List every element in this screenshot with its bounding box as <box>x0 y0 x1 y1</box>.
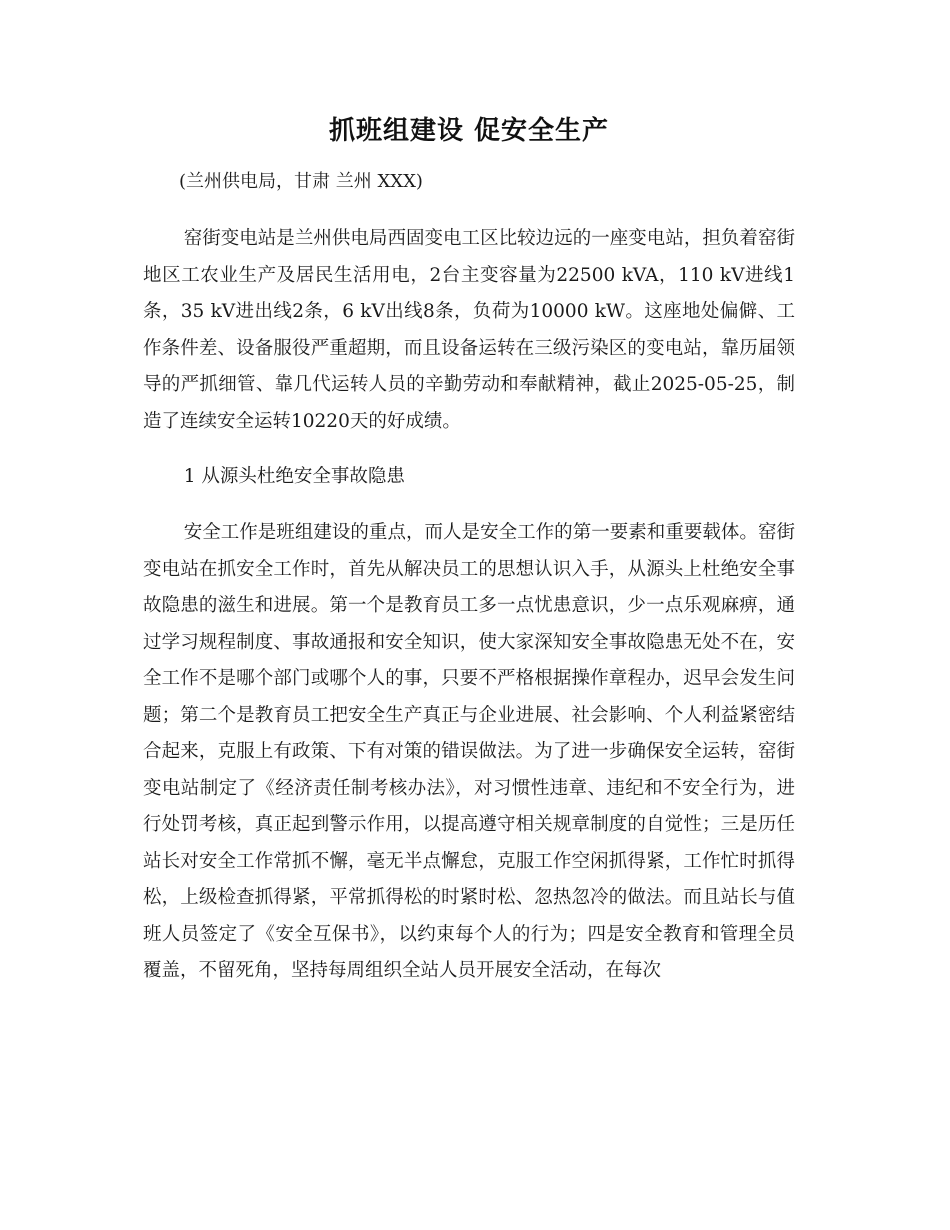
section-heading-1: 1 从源头杜绝安全事故隐患 <box>183 466 405 487</box>
document-title: 抓班组建设 促安全生产 <box>328 116 610 146</box>
body-paragraph-1: 窑街变电站是兰州供电局西固变电工区比较边远的一座变电站，担负着窑街地区工农业生产及居民生活用电，2台主变容量为22500 kVA，110 kV进线1条，35 kV进出线2条，6 kV出线8条，负荷为10000 kW。这座地处偏僻、工作条件差、设备服役严重超期，而且设备运转在三级污染区的变电站，靠历届领导的严抓细管、靠几代运转人员的辛勤劳动和奉献精神，截止2025-05-25，制造了连续安全运转10220天的好成绩。 <box>143 228 795 432</box>
document-page <box>143 108 795 990</box>
author-affiliation: (兰州供电局，甘肃 兰州 XXX) <box>179 171 423 192</box>
body-paragraph-2: 安全工作是班组建设的重点，而人是安全工作的第一要素和重要载体。窑街变电站在抓安全工作时，首先从解决员工的思想认识入手，从源头上杜绝安全事故隐患的滋生和进展。第一个是教育员工多一点忧患意识，少一点乐观麻痹，通过学习规程制度、事故通报和安全知识，使大家深知安全事故隐患无处不在，安全工作不是哪个部门或哪个人的事，只要不严格根据操作章程办，迟早会发生问题；第二个是教育员工把安全生产真正与企业进展、社会影响、个人利益紧密结合起来，克服上有政策、下有对策的错误做法。为了进一步确保安全运转，窑街变电站制定了《经济责任制考核办法》，对习惯性违章、违纪和不安全行为，进行处罚考核，真正起到警示作用，以提高遵守相关规章制度的自觉性；三是历任站长对安全工作常抓不懈，毫无半点懈怠，克服工作空闲抓得紧，工作忙时抓得松，上级检查抓得紧，平常抓得松的时紧时松、忽热忽冷的做法。而且站长与值班人员签定了《安全互保书》，以约束每个人的行为；四是安全教育和管理全员覆盖，不留死角，坚持每周组织全站人员开展安全活动，在每次 <box>143 522 795 981</box>
